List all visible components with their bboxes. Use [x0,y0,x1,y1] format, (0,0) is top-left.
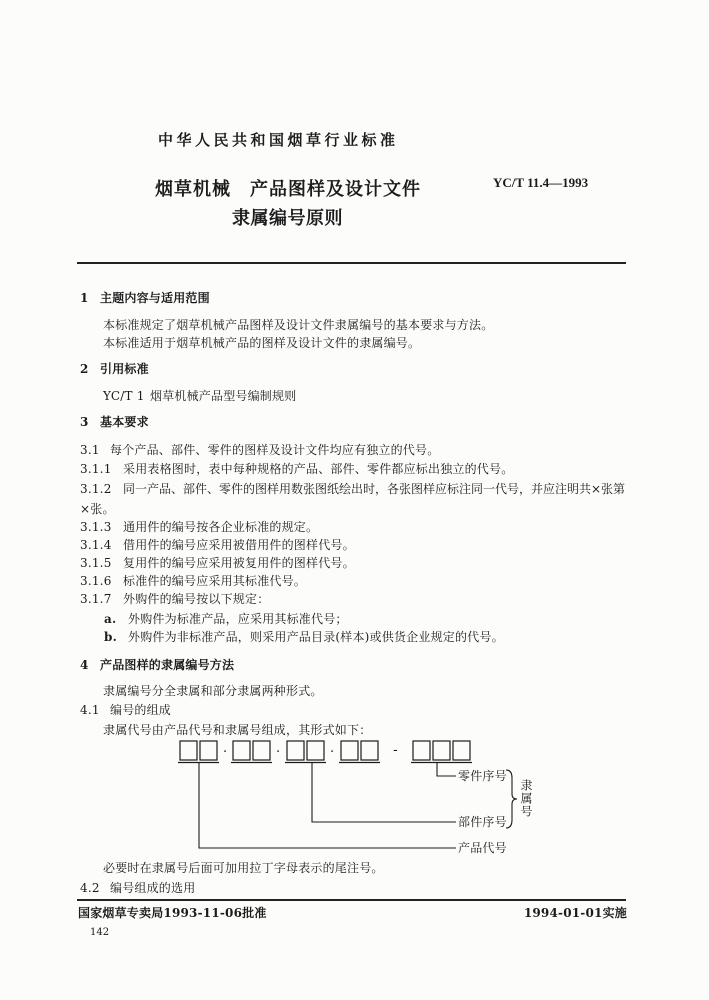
clause-number: 3.1.6 [80,574,112,588]
sub-item-text: 外购件为非标准产品，则采用产品目录(样本)或供货企业规定的代号。 [128,630,504,644]
code-digit-box [200,741,217,760]
section-4-paragraph: 隶属编号分全隶属和部分隶属两种形式。 [103,684,323,698]
clause-text: 复用件的编号应采用被复用件的图样代号。 [123,556,355,570]
code-separator: · [223,745,228,760]
product-code-leader-line [199,763,456,848]
effective-date: 1994-01-01实施 [523,906,627,920]
section-4-number: 4 [80,658,89,672]
subsection-4-1-paragraph: 隶属代号由产品代号和隶属号组成，其形式如下： [103,723,372,737]
section-1-paragraph-2: 本标准适用于烟草机械产品的图样及设计文件的隶属编号。 [103,336,421,350]
section-1-paragraph-1: 本标准规定了烟草机械产品图样及设计文件隶属编号的基本要求与方法。 [103,318,494,332]
clause-text: 每个产品、部件、零件的图样及设计文件均应有独立的代号。 [110,443,440,457]
code-digit-box [180,741,197,760]
clause-text-continuation: ×张。 [80,502,115,516]
part-seq-label: 零件序号 [458,769,507,783]
code-digit-box [341,741,358,760]
standard-code: YC/T 11.4—1993 [493,175,589,190]
clause-number: 3.1 [80,443,100,457]
part-seq-leader-line [437,763,456,776]
sub-item-label: b. [104,630,117,644]
clause-text: 同一产品、部件、零件的图样用数张图纸绘出时，各张图样应标注同一代号，并应注明共×张第 [123,482,626,496]
sub-item-text: 外购件为标准产品，应采用其标准代号； [128,612,348,626]
code-digit-box [413,741,430,760]
approval-statement: 国家烟草专卖局1993-11-06批准 [78,906,267,920]
clause-text: 通用件的编号按各企业标准的规定。 [123,520,319,534]
code-digit-box [233,741,250,760]
code-digit-box [287,741,304,760]
header-divider [77,262,626,264]
page-number: 142 [90,927,110,938]
subordinate-number-label: 隶属号 [519,779,533,818]
document-title-line1: 烟草机械 产品图样及设计文件 [155,179,421,200]
clause-number: 3.1.3 [80,520,112,534]
section-4-title: 产品图样的隶属编号方法 [100,658,235,672]
clause-number: 3.1.5 [80,556,112,570]
code-digit-box [307,741,324,760]
clause-number: 3.1.4 [80,538,112,552]
reference-title: 烟草机械产品型号编制规则 [150,389,297,403]
clause-number: 3.1.7 [80,592,112,606]
section-2-number: 2 [80,362,89,376]
subsection-4-2-title: 编号组成的选用 [110,881,196,895]
section-3-number: 3 [80,415,89,429]
clause-number: 3.1.1 [80,462,112,476]
clause-text: 外购件的编号按以下规定： [123,592,270,606]
subsection-4-1-number: 4.1 [80,703,100,717]
clause-text: 标准件的编号应采用其标准代号。 [123,574,307,588]
sub-item-label: a. [104,612,117,626]
component-seq-leader-line [312,763,456,822]
document-title-line2: 隶属编号原则 [232,208,343,229]
product-code-label: 产品代号 [458,841,507,855]
subsection-4-1-title: 编号的组成 [110,703,172,717]
code-digit-box [361,741,378,760]
footer-divider [77,899,626,901]
code-digit-box [453,741,470,760]
clause-number: 3.1.2 [80,482,112,496]
subsection-4-2-number: 4.2 [80,881,100,895]
component-seq-label: 部件序号 [458,815,507,829]
code-digit-box [433,741,450,760]
section-3-title: 基本要求 [100,415,149,429]
code-separator: - [393,743,398,758]
subordinate-brace [506,770,517,828]
standard-category-header: 中华人民共和国烟草行业标准 [158,131,399,149]
code-digit-box [253,741,270,760]
section-1-title: 主题内容与适用范围 [100,291,210,305]
code-separator: · [330,745,335,760]
tail-note-paragraph: 必要时在隶属号后面可加用拉丁字母表示的尾注号。 [103,861,384,875]
clause-text: 借用件的编号应采用被借用件的图样代号。 [123,538,355,552]
code-separator: · [276,745,281,760]
section-1-number: 1 [80,291,89,305]
reference-code: YC/T 1 [103,389,145,403]
section-2-title: 引用标准 [100,362,149,376]
clause-text: 采用表格图时，表中每种规格的产品、部件、零件都应标出独立的代号。 [123,462,514,476]
